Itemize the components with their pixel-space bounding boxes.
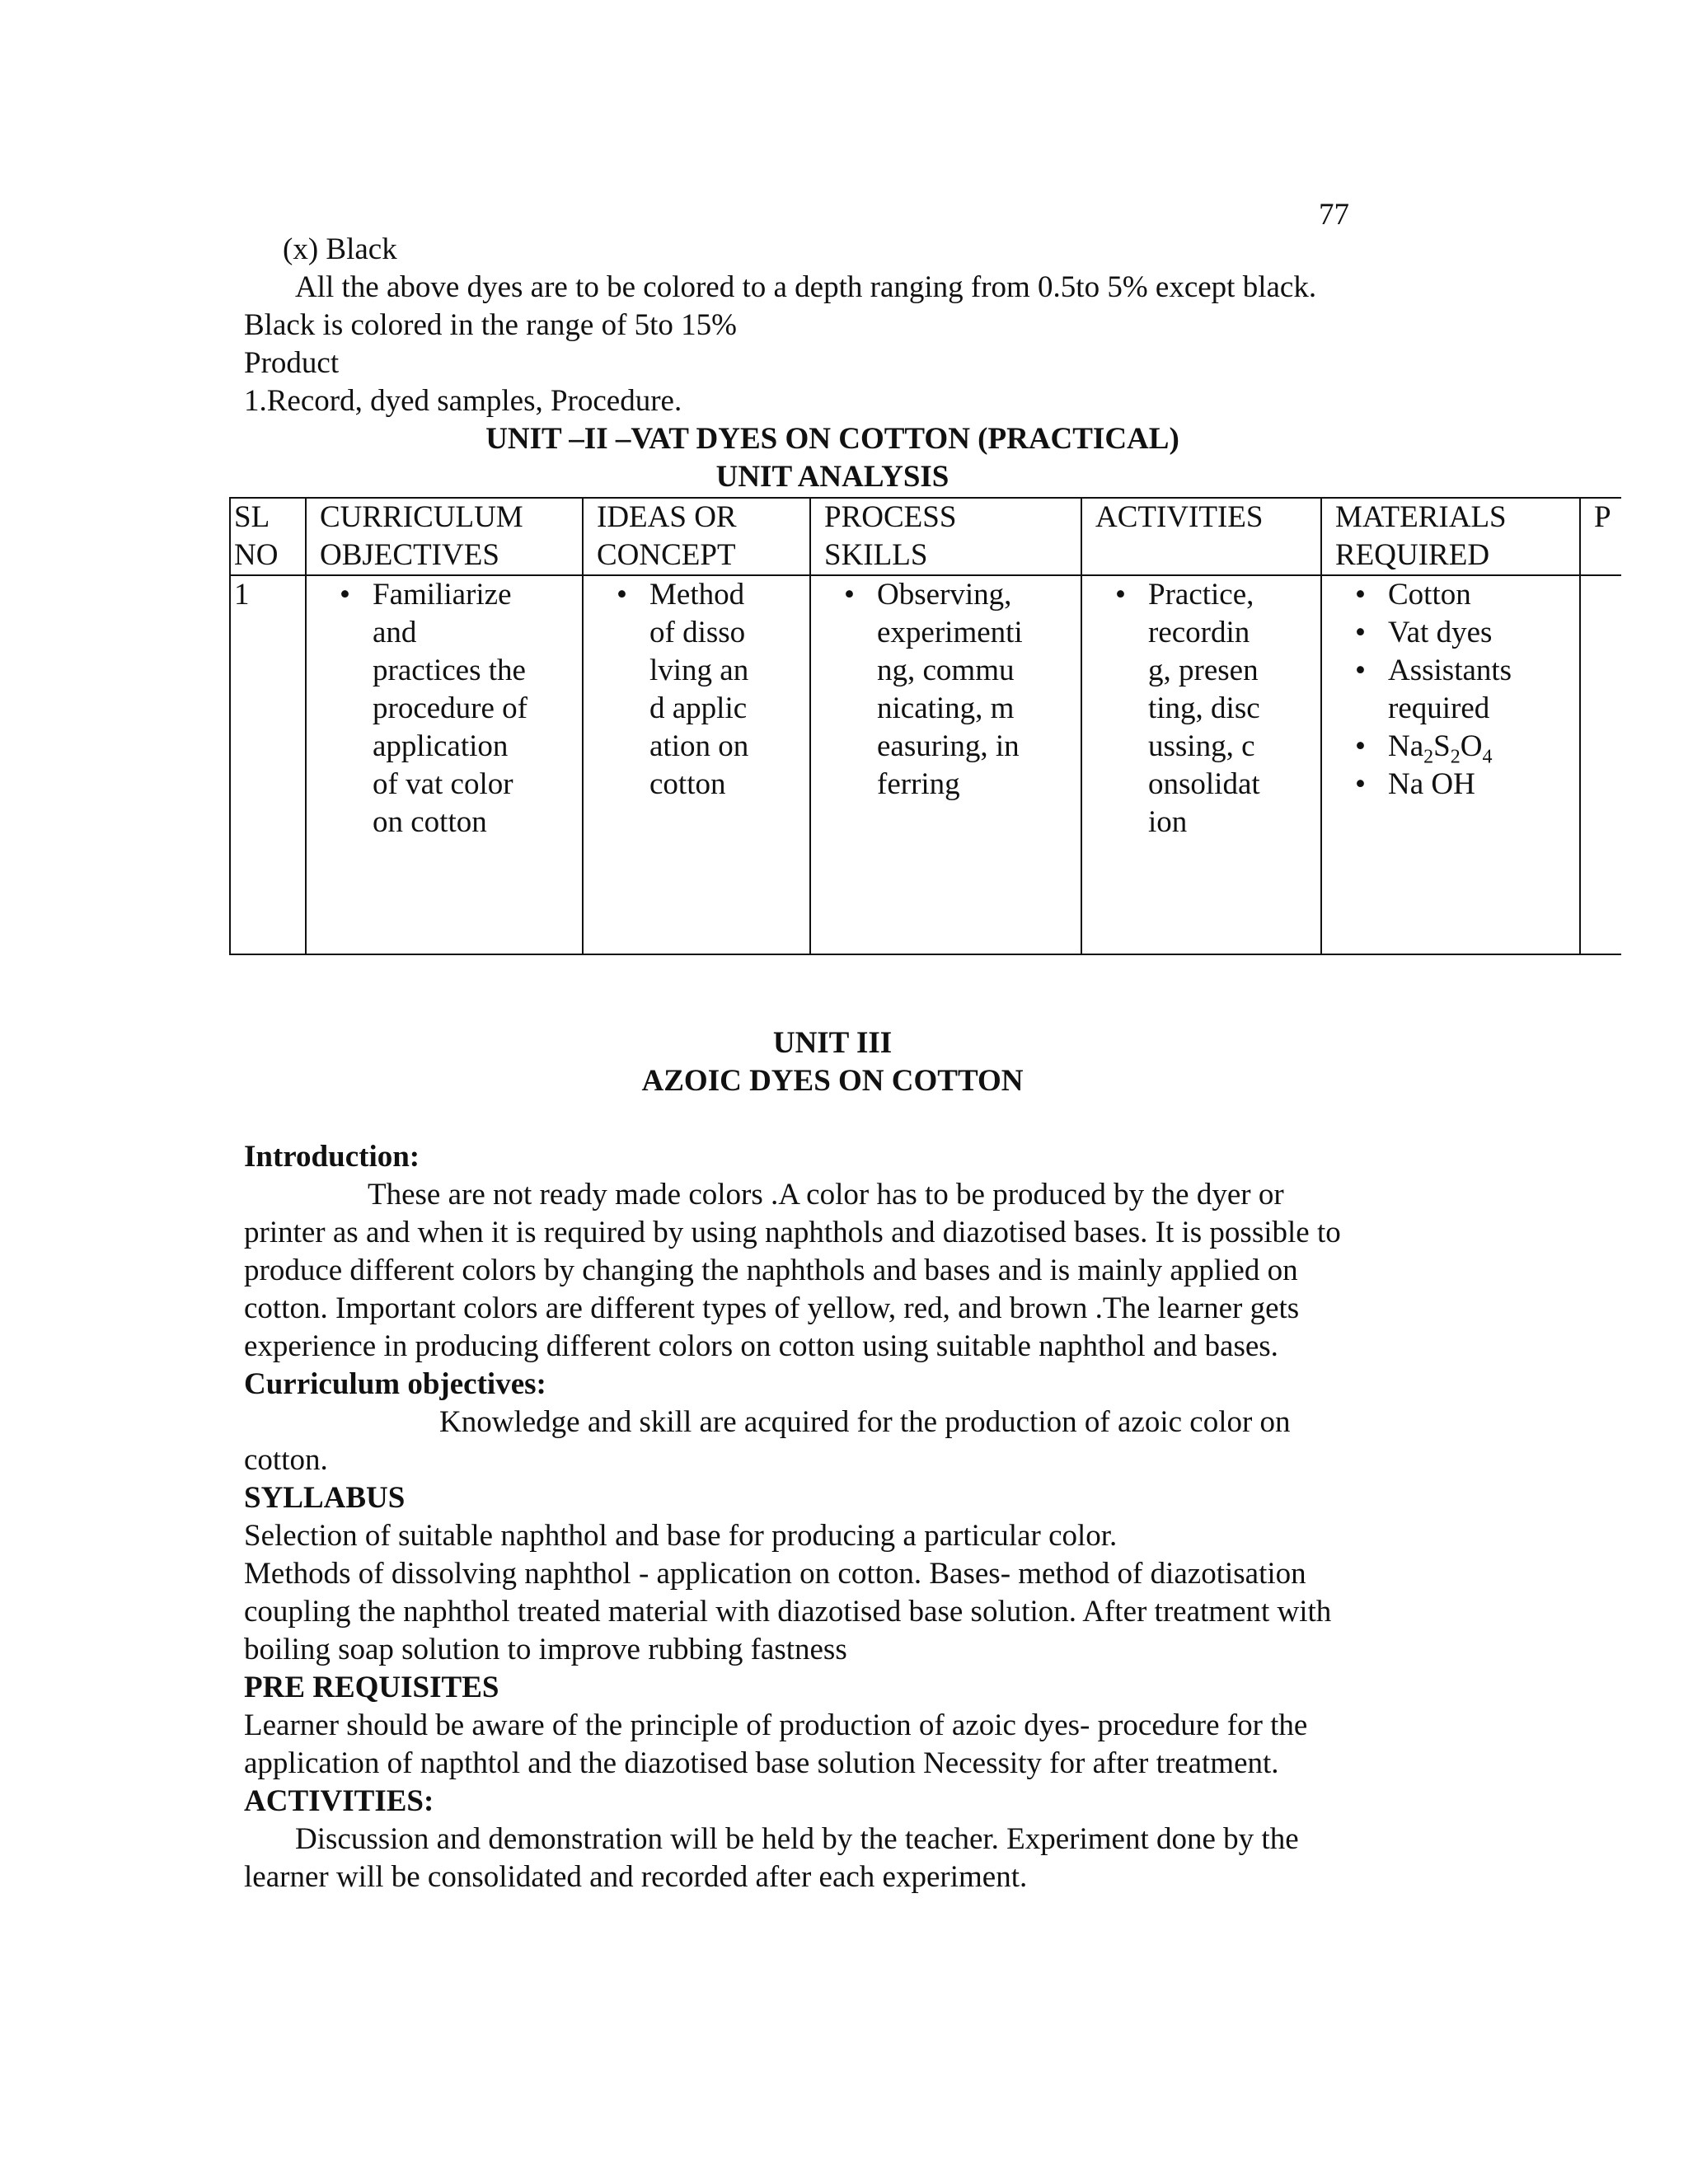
page-number: 77	[1319, 198, 1349, 232]
activities-heading: ACTIVITIES:	[244, 1784, 434, 1818]
syllabus-line: boiling soap solution to improve rubbing fastness	[244, 1633, 847, 1666]
list-item	[1322, 728, 1579, 766]
intro-para-line: These are not ready made colors .A color has to be produced by the dyer or	[368, 1178, 1284, 1212]
cell-materials	[1321, 575, 1580, 954]
prerequisites-line: Learner should be aware of the principle of production of azoic dyes- procedure for the	[244, 1708, 1308, 1742]
list-item: • Observing, experimenting, communicating, measuring, inferring	[811, 576, 1025, 804]
prerequisites-line: application of napthtol and the diazotised base solution Necessity for after treatment.	[244, 1746, 1279, 1780]
list-item: • Na OH	[1322, 766, 1579, 804]
syllabus-line: Selection of suitable naphthol and base for producing a particular color.	[244, 1519, 1118, 1553]
intro-para-line: cotton. Important colors are different types of yellow, red, and brown .The learner gets	[244, 1291, 1300, 1325]
intro-para-line: produce different colors by changing the naphthols and bases and is mainly applied on	[244, 1254, 1298, 1287]
header-truncated-column: P	[1580, 498, 1621, 575]
curriculum-objectives-heading: Curriculum objectives:	[244, 1367, 546, 1401]
syllabus-line: coupling the naphthol treated material with diazotised base solution. After treatment with	[244, 1595, 1332, 1629]
header-sl-no: SL NO	[230, 498, 306, 575]
cell-sl-no: 1	[230, 575, 306, 954]
intro-line-1: (x) Black	[283, 232, 397, 266]
syllabus-line: Methods of dissolving naphthol - application on cotton. Bases- method of diazotisation	[244, 1557, 1306, 1591]
list-item: • Vat dyes	[1322, 614, 1579, 652]
unit2-title: UNIT –II –VAT DYES ON COTTON (PRACTICAL)	[485, 422, 1179, 456]
list-item: • Familiarize and practices the procedure of application of vat color on cotton	[307, 576, 529, 841]
cell-truncated	[1580, 575, 1621, 954]
cell-objectives	[306, 575, 583, 954]
intro-line-3: Black is colored in the range of 5to 15%	[244, 308, 737, 342]
objectives-line: cotton.	[244, 1443, 328, 1477]
cell-skills	[810, 575, 1081, 954]
list-item: • Assistants required	[1322, 652, 1528, 728]
intro-para-line: experience in producing different colors on cotton using suitable naphthol and bases.	[244, 1329, 1278, 1363]
unit3-subheading: AZOIC DYES ON COTTON	[641, 1064, 1024, 1098]
table-header-row	[230, 498, 1621, 575]
intro-line-4: Product	[244, 346, 340, 380]
table-row	[230, 575, 1621, 954]
unit3-heading: UNIT III	[772, 1026, 893, 1060]
prerequisites-heading: PRE REQUISITES	[244, 1671, 499, 1704]
list-item: • Method of dissolving and application on cotton	[584, 576, 753, 804]
activities-line: Discussion and demonstration will be held by the teacher. Experiment done by the	[295, 1822, 1299, 1856]
formula-na2s2o4: $Na_2S_2O_4$	[1388, 729, 1493, 768]
intro-para-line: printer as and when it is required by using naphthols and diazotised bases. It is possible to	[244, 1216, 1341, 1249]
unit-analysis-table	[229, 497, 1621, 955]
header-process-skills: PROCESS SKILLS	[810, 498, 1081, 575]
header-materials-required: MATERIALS REQUIRED	[1321, 498, 1580, 575]
intro-line-2: All the above dyes are to be colored to a depth ranging from 0.5to 5% except black.	[295, 270, 1317, 304]
unit2-subtitle: UNIT ANALYSIS	[715, 460, 950, 494]
objectives-line: Knowledge and skill are acquired for the production of azoic color on	[439, 1405, 1291, 1439]
list-item: • Cotton	[1322, 576, 1579, 614]
intro-line-5: 1.Record, dyed samples, Procedure.	[244, 384, 682, 418]
header-ideas-or-concept: IDEAS OR CONCEPT	[583, 498, 810, 575]
activities-line: learner will be consolidated and recorded after each experiment.	[244, 1860, 1028, 1894]
cell-concept	[583, 575, 810, 954]
syllabus-heading: SYLLABUS	[244, 1481, 406, 1515]
header-curriculum-objectives: CURRICULUM OBJECTIVES	[306, 498, 583, 575]
list-item: • Practice, recording, presenting, discussing, consolidation	[1082, 576, 1264, 841]
header-activities: ACTIVITIES	[1081, 498, 1321, 575]
introduction-heading: Introduction:	[244, 1140, 420, 1174]
cell-activities	[1081, 575, 1321, 954]
